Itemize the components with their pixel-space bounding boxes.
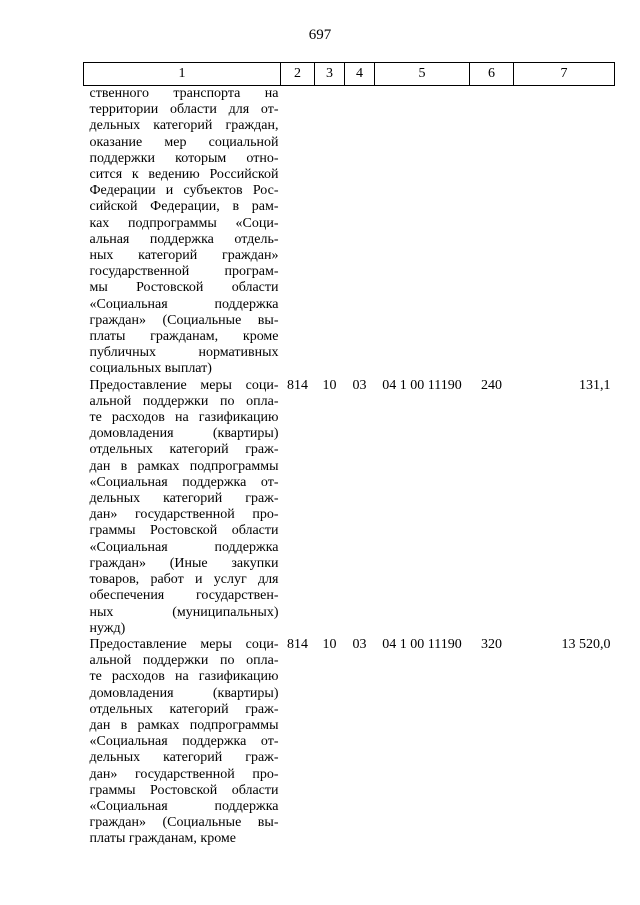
section-code-cell: 10 (322, 636, 337, 652)
section-code-cell: 10 (322, 377, 337, 393)
target-article-cell: 04 1 00 11190 (382, 636, 462, 652)
description-line: сится к ведению Российской (89, 167, 279, 183)
description-line: ках подпрограммы «Соци- (89, 215, 279, 231)
description-line: те расходов на газификацию (89, 410, 279, 426)
expense-type-cell: 320 (481, 636, 502, 652)
description-line: оказание мер социальной (89, 134, 279, 150)
amount-cell: 131,1 (579, 377, 611, 393)
ministry-code-cell (281, 86, 315, 378)
description-line: «Социальная поддержка (89, 798, 279, 814)
description-line: отдельных категорий граж- (89, 701, 279, 717)
description-line: дельных категорий граж- (89, 750, 279, 766)
subsection-code-cell: 03 (352, 636, 367, 652)
description-line: домовладения (квартиры) (89, 426, 279, 442)
description-line: ственного транспорта на (89, 86, 279, 101)
description-line: нужд) (89, 620, 126, 636)
column-header-4: 4 (345, 63, 375, 86)
description-line: Федерации и субъектов Рос- (89, 183, 279, 199)
row-description (84, 86, 281, 378)
page-number: 697 (308, 27, 332, 43)
column-header-1: 1 (84, 63, 281, 86)
column-header-2: 2 (281, 63, 315, 86)
description-line: альной поддержки по опла- (89, 653, 279, 669)
target-article-cell: 04 1 00 11190 (382, 377, 462, 393)
column-header-6: 6 (470, 63, 514, 86)
description-line: ных (муниципальных) (89, 604, 279, 620)
table-row (84, 86, 615, 378)
description-line: дан» государственной про- (89, 766, 279, 782)
description-line: граммы Ростовской области (89, 523, 279, 539)
description-line: те расходов на газификацию (89, 669, 279, 685)
expense-type-cell: 240 (481, 377, 502, 393)
amount-cell: 13 520,0 (561, 636, 611, 652)
description-line: платы гражданам, кроме (89, 831, 236, 847)
description-line: граммы Ростовской области (89, 782, 279, 798)
description-line: товаров, работ и услуг для (89, 572, 279, 588)
description-line: «Социальная поддержка от- (89, 474, 279, 490)
description-line: альная поддержка отдель- (89, 231, 279, 247)
target-article-cell (375, 86, 470, 378)
row-description (84, 637, 281, 848)
description-line: дельных категорий граждан, (89, 118, 279, 134)
amount-cell (514, 86, 615, 378)
description-line: «Социальная поддержка (89, 539, 279, 555)
description-line: домовладения (квартиры) (89, 685, 279, 701)
description-line: сийской Федерации, в рам- (89, 199, 279, 215)
description-line: отдельных категорий граж- (89, 442, 279, 458)
description-line: «Социальная поддержка от- (89, 734, 279, 750)
description-line: дан в рамках подпрограммы (89, 458, 279, 474)
description-line: публичных нормативных (89, 345, 279, 361)
description-line: граждан» (Иные закупки (89, 555, 279, 571)
subsection-code-cell: 03 (352, 377, 367, 393)
description-line: Предоставление меры соци- (89, 636, 279, 652)
description-line: дельных категорий граж- (89, 491, 279, 507)
description-line: поддержки которым отно- (89, 150, 279, 166)
description-line: дан в рамках подпрограммы (89, 717, 279, 733)
column-header-7: 7 (514, 63, 615, 86)
table-row (84, 378, 615, 637)
description-line: обеспечения государствен- (89, 588, 279, 604)
table-header-row (84, 63, 615, 86)
column-header-3: 3 (315, 63, 345, 86)
description-line: ных категорий граждан» (89, 248, 279, 264)
ministry-code-cell: 814 (287, 636, 308, 652)
expense-type-cell (470, 86, 514, 378)
subsection-code-cell (345, 86, 375, 378)
description-line: дан» государственной про- (89, 507, 279, 523)
description-line: «Социальная поддержка (89, 296, 279, 312)
description-line: Предоставление меры соци- (89, 377, 279, 393)
table-row (84, 637, 615, 848)
description-line: платы гражданам, кроме (89, 329, 279, 345)
description-line: альной поддержки по опла- (89, 393, 279, 409)
description-line: территории области для от- (89, 102, 279, 118)
row-description (84, 378, 281, 637)
column-header-5: 5 (375, 63, 470, 86)
description-line: мы Ростовской области (89, 280, 279, 296)
description-line: государственной програм- (89, 264, 279, 280)
description-line: граждан» (Социальные вы- (89, 815, 279, 831)
ministry-code-cell: 814 (287, 377, 308, 393)
description-line: социальных выплат) (89, 361, 212, 377)
table-body (84, 86, 615, 848)
budget-table (83, 62, 615, 848)
section-code-cell (315, 86, 345, 378)
description-line: граждан» (Социальные вы- (89, 312, 279, 328)
